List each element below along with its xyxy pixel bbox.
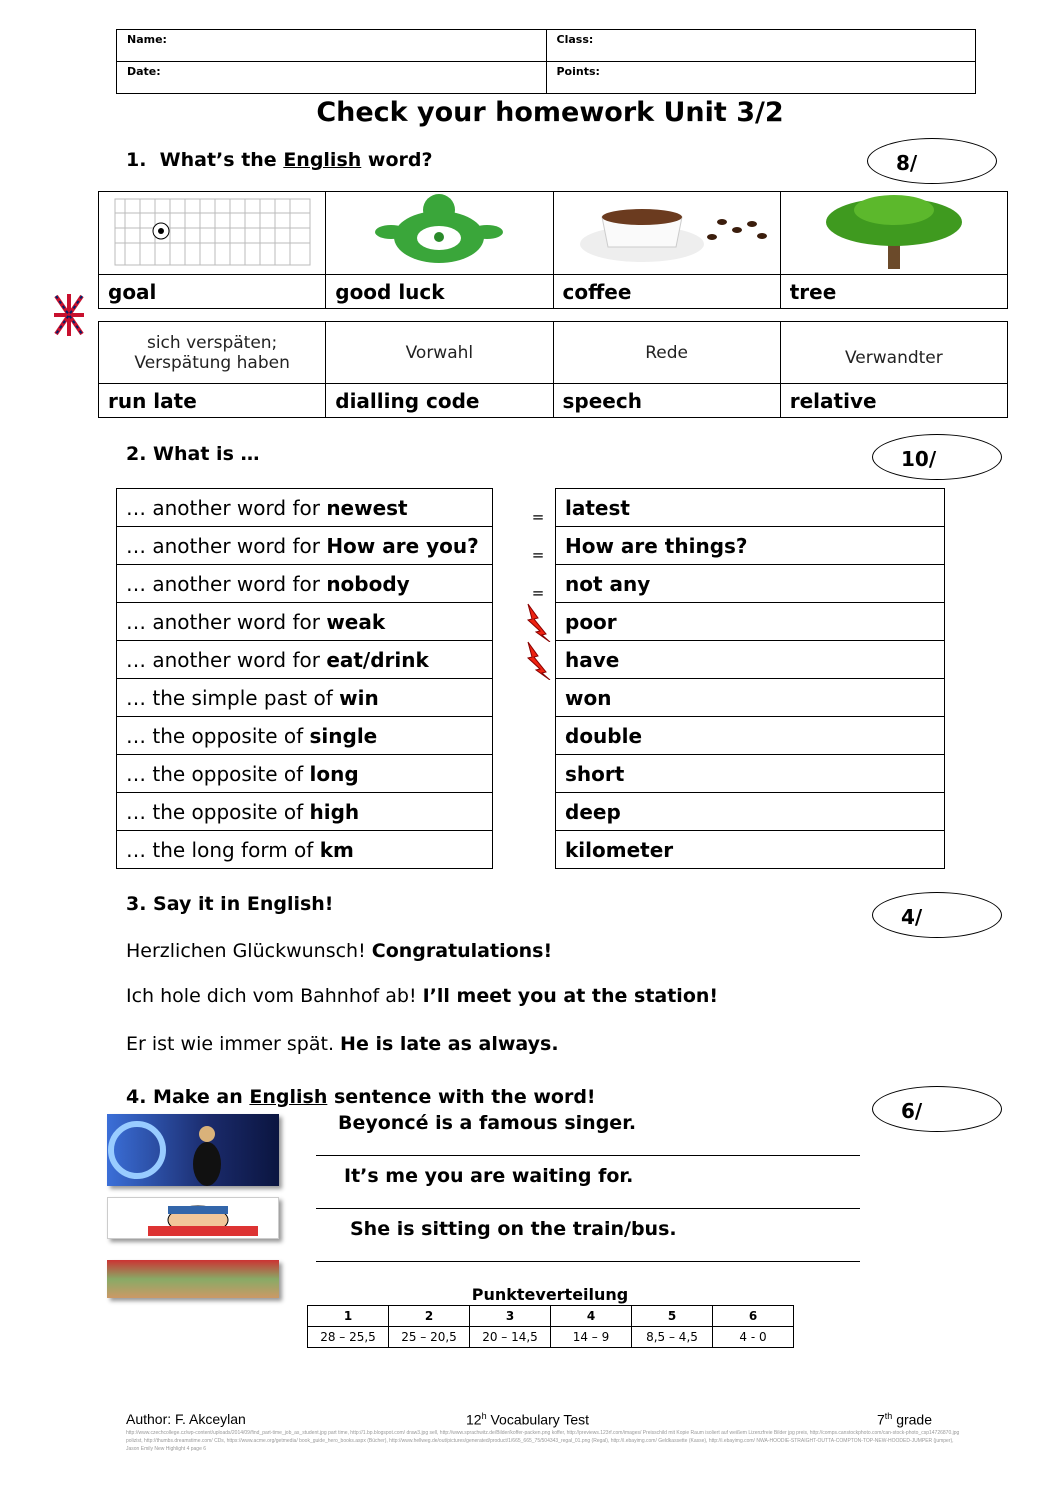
range-cell: 4 - 0 — [713, 1327, 794, 1348]
answer-tree: tree — [780, 275, 1007, 309]
german-word: Rede — [553, 322, 780, 384]
question-word: single — [309, 723, 378, 748]
answer-cell: short — [556, 755, 945, 793]
question-text: … another word for — [126, 495, 327, 520]
range-cell: 14 – 9 — [551, 1327, 632, 1348]
question-cell — [117, 831, 493, 869]
sentence-line[interactable]: She is sitting on the train/bus. — [316, 1218, 860, 1262]
answer-good-luck: good luck — [326, 275, 553, 309]
range-cell: 20 – 14,5 — [470, 1327, 551, 1348]
footer-text: h — [481, 1411, 487, 1421]
german-word: Verwandter — [780, 322, 1007, 384]
answer-row — [556, 527, 945, 565]
grade-cell: 4 — [551, 1306, 632, 1327]
page-title: Check your homework Unit 3/2 — [316, 97, 784, 128]
good-luck-bear-image — [326, 192, 553, 275]
answer-row — [556, 831, 945, 869]
question-cell — [117, 527, 493, 565]
question-cell — [117, 679, 493, 717]
question-text: … another word for — [126, 609, 327, 634]
question-word: win — [339, 685, 379, 710]
train-image — [107, 1260, 279, 1298]
question-row — [117, 527, 493, 565]
answer-cell: latest — [556, 489, 945, 527]
question-row — [117, 565, 493, 603]
correction-marks — [524, 488, 552, 868]
question-word: km — [319, 837, 354, 862]
question-row — [117, 831, 493, 869]
goal-image — [99, 192, 326, 275]
question-row — [117, 679, 493, 717]
answer-row — [556, 755, 945, 793]
german-text: Herzlichen Glückwunsch! — [126, 940, 372, 962]
equals-mark: = — [531, 584, 545, 602]
score-oval: 6/ — [872, 1086, 1002, 1132]
question-word: weak — [326, 609, 386, 634]
coffee-image — [553, 192, 780, 275]
answer-goal: goal — [99, 275, 326, 309]
english-answer: He is late as always. — [340, 1033, 559, 1055]
question-row — [117, 489, 493, 527]
grade-cell: 6 — [713, 1306, 794, 1327]
question-word: nobody — [326, 571, 410, 596]
question-word: long — [309, 761, 359, 786]
range-cell: 8,5 – 4,5 — [632, 1327, 713, 1348]
question-word: high — [309, 799, 360, 824]
equals-mark: = — [531, 508, 545, 526]
grade — [877, 1411, 932, 1428]
answer-coffee: coffee — [553, 275, 780, 309]
answer-row — [556, 489, 945, 527]
answer-row — [556, 565, 945, 603]
translation-line — [126, 1033, 559, 1055]
question-table — [116, 488, 493, 869]
heading-text: sentence with the word! — [327, 1086, 596, 1108]
question-row — [117, 641, 493, 679]
question-text: … another word for — [126, 533, 327, 558]
range-cell: 28 – 25,5 — [308, 1327, 389, 1348]
student-info-table — [116, 29, 976, 94]
question-cell — [117, 755, 493, 793]
question-text: … the long form of — [126, 837, 320, 862]
question-cell — [117, 603, 493, 641]
range-cell: 25 – 20,5 — [389, 1327, 470, 1348]
heading-text: 4. Make an — [126, 1086, 250, 1108]
singer-image — [107, 1114, 279, 1186]
question-row — [117, 755, 493, 793]
question-word: How are you? — [326, 533, 479, 558]
question-row — [117, 603, 493, 641]
translation-line — [126, 985, 718, 1007]
answer-cell: not any — [556, 565, 945, 603]
footer-text: 12 — [466, 1411, 482, 1428]
answer-cell: kilometer — [556, 831, 945, 869]
answer-cell: won — [556, 679, 945, 717]
translation-line — [126, 940, 552, 962]
question-cell — [117, 489, 493, 527]
test-name — [466, 1411, 589, 1428]
footer-text: Vocabulary Test — [486, 1411, 590, 1428]
question-text: … another word for — [126, 571, 327, 596]
name-field[interactable]: Name: — [117, 30, 547, 62]
footer-text: 7 — [877, 1411, 885, 1428]
footer-text: grade — [892, 1411, 933, 1428]
answer-row — [556, 679, 945, 717]
question-cell — [117, 717, 493, 755]
date-field[interactable]: Date: — [117, 62, 547, 94]
section-4-heading — [126, 1086, 596, 1108]
grade-cell: 1 — [308, 1306, 389, 1327]
question-text: … another word for — [126, 647, 327, 672]
points-field[interactable]: Points: — [546, 62, 976, 94]
lightning-correction-icon — [524, 640, 552, 680]
german-word: Vorwahl — [326, 322, 553, 384]
class-field[interactable]: Class: — [546, 30, 976, 62]
grade-cell: 2 — [389, 1306, 470, 1327]
vocab-german-table — [98, 321, 1008, 418]
uk-flag-icon — [52, 292, 86, 342]
score-oval: 4/ — [872, 892, 1002, 938]
equals-mark: = — [531, 546, 545, 564]
question-word: eat/drink — [326, 647, 429, 672]
question-row — [117, 793, 493, 831]
english-answer: Congratulations! — [371, 940, 553, 962]
answer-table — [555, 488, 945, 869]
answer: run late — [99, 384, 326, 418]
english-answer: I’ll meet you at the station! — [422, 985, 719, 1007]
score-oval: 10/ — [872, 434, 1002, 480]
question-text: … the opposite of — [126, 761, 310, 786]
answer: speech — [553, 384, 780, 418]
answer: dialling code — [326, 384, 553, 418]
vocab-picture-table — [98, 191, 1008, 309]
german-text: Er ist wie immer spät. — [126, 1033, 341, 1055]
image-sources: http://www.czechcollege.cz/wp-content/uploads/2014/09/find_part-time_job_as_student.jpg part time, http://1.bp.blogspot.com/ draw3.jpg sell, http://www.sprachwitz.de/Bilder/koffer-packen.png koffer, http://previews.123rf.com/images/ Preisschild mit Kopie Raum isoliert auf weißem Lizenzfreie Bilder jpg preis, http://comps.canstockphoto.com/can-stock-photo_csp14726870.jpg polizist, http://thumbs.dreamstime.com/ CDs, https://www.acme.org/getmedia/ book_guide_hero_books.aspx (Bücher), http://www.hellweg.de/out/pictures/generated/product/1/665_665_75/504343_regal_01.png (Regal), http://i.ebayimg.com/ Geldkassette (Kasse), http://i.ebayimg.com/ NWA-HOODIE-STRAIGHT-OUTTA-COMPTON-TOP-NEW-HOODED-JUMPER (jumper), Jason Emily New Highlight 4 page 6 — [126, 1430, 960, 1452]
grade-cell: 5 — [632, 1306, 713, 1327]
score-oval: 8/ — [867, 138, 997, 184]
answer-cell: How are things? — [556, 527, 945, 565]
question-cell — [117, 641, 493, 679]
question-cell — [117, 793, 493, 831]
section-3-heading: 3. Say it in English! — [126, 893, 334, 915]
answer-cell: deep — [556, 793, 945, 831]
tree-image — [780, 192, 1007, 275]
sentence-line[interactable]: Beyoncé is a famous singer. — [316, 1112, 860, 1156]
section-1-heading: 1. What’s the English word? — [126, 149, 433, 171]
question-row — [117, 717, 493, 755]
answer-cell: have — [556, 641, 945, 679]
answer-row — [556, 717, 945, 755]
answer: relative — [780, 384, 1007, 418]
waiting-cartoon-image — [107, 1197, 279, 1239]
sentence-line[interactable]: It’s me you are waiting for. — [316, 1165, 860, 1209]
german-word: sich verspäten; Verspätung haben — [99, 322, 326, 384]
points-table — [307, 1305, 794, 1348]
question-text: … the opposite of — [126, 723, 310, 748]
question-cell — [117, 565, 493, 603]
section-2-heading: 2. What is … — [126, 443, 260, 465]
footer-text: th — [884, 1411, 893, 1421]
question-text: … the opposite of — [126, 799, 310, 824]
answer-row — [556, 793, 945, 831]
answer-cell: poor — [556, 603, 945, 641]
points-table-title: Punkteverteilung — [471, 1285, 629, 1304]
heading-text: English — [249, 1086, 328, 1108]
question-word: newest — [326, 495, 408, 520]
question-text: … the simple past of — [126, 685, 340, 710]
answer-row — [556, 641, 945, 679]
grade-cell: 3 — [470, 1306, 551, 1327]
lightning-correction-icon — [524, 602, 552, 642]
answer-row — [556, 603, 945, 641]
author: Author: F. Akceylan — [126, 1411, 246, 1427]
german-text: Ich hole dich vom Bahnhof ab! — [126, 985, 423, 1007]
answer-cell: double — [556, 717, 945, 755]
